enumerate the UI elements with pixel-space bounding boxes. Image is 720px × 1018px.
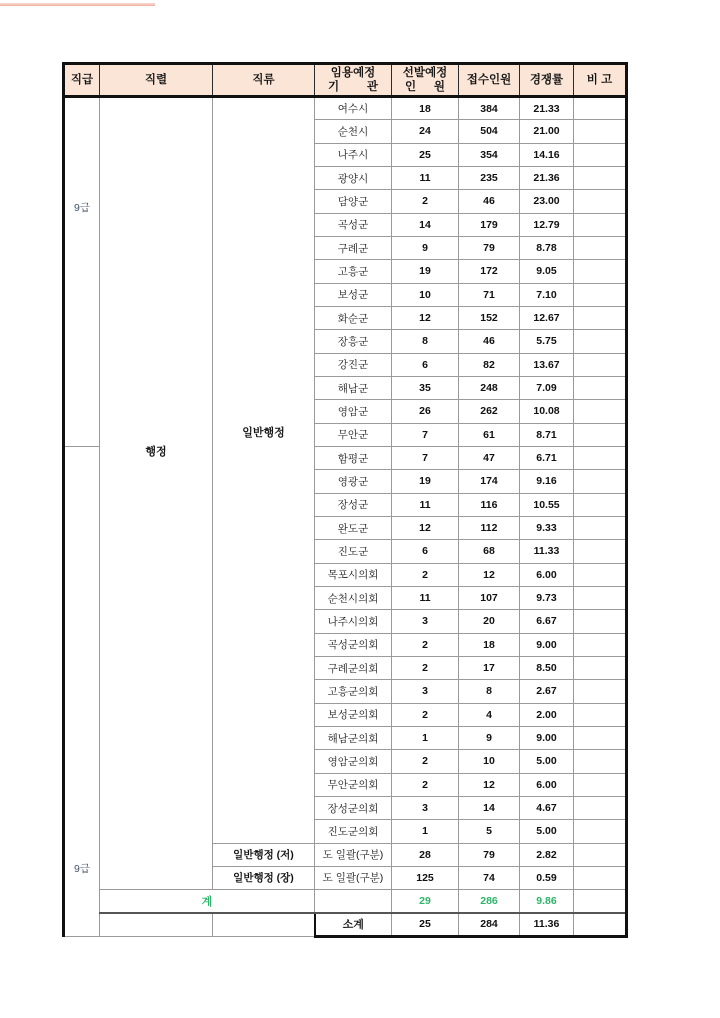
rate-cell: 9.16 [520, 470, 574, 493]
agency-cell: 화순군 [315, 306, 392, 329]
rate-cell: 9.00 [520, 726, 574, 749]
header-applicants: 접수인원 [459, 64, 520, 97]
series-cell [100, 97, 213, 890]
agency-cell: 곡성군의회 [315, 633, 392, 656]
selected-count-cell: 10 [392, 283, 459, 306]
rate-cell: 5.00 [520, 820, 574, 843]
class-empty-cell [213, 913, 315, 936]
rate-cell: 5.75 [520, 330, 574, 353]
header-rate: 경쟁률 [520, 64, 574, 97]
applicants-count-cell: 12 [459, 773, 520, 796]
rate-cell: 6.00 [520, 563, 574, 586]
remark-cell [574, 446, 627, 469]
applicants-count-cell: 79 [459, 236, 520, 259]
selected-count-cell: 2 [392, 190, 459, 213]
rate-cell: 6.00 [520, 773, 574, 796]
applicants-count-cell: 74 [459, 866, 520, 889]
applicants-count-cell: 107 [459, 586, 520, 609]
table-row [64, 97, 627, 120]
selected-count-cell: 9 [392, 236, 459, 259]
remark-cell [574, 236, 627, 259]
remark-cell [574, 120, 627, 143]
competition-rate-table [62, 62, 628, 938]
remark-cell [574, 166, 627, 189]
remark-cell [574, 843, 627, 866]
header-row [64, 64, 627, 97]
rate-cell: 14.16 [520, 143, 574, 166]
selected-count-cell: 125 [392, 866, 459, 889]
rate-cell: 2.00 [520, 703, 574, 726]
selected-count-cell: 11 [392, 586, 459, 609]
applicants-count-cell: 79 [459, 843, 520, 866]
rate-cell: 8.50 [520, 656, 574, 679]
rate-cell: 13.67 [520, 353, 574, 376]
remark-cell [574, 306, 627, 329]
agency-cell: 장성군의회 [315, 796, 392, 819]
applicants-count-cell: 286 [459, 890, 520, 913]
selected-count-cell: 6 [392, 540, 459, 563]
applicants-count-cell: 14 [459, 796, 520, 819]
applicants-count-cell: 82 [459, 353, 520, 376]
selected-count-cell: 26 [392, 400, 459, 423]
header-selected-line1: 선발예정 [402, 66, 448, 79]
agency-cell: 무안군 [315, 423, 392, 446]
subtotal-label-cell: 소계 [315, 913, 392, 936]
remark-cell [574, 190, 627, 213]
applicants-count-cell: 17 [459, 656, 520, 679]
remark-cell [574, 913, 627, 936]
remark-cell [574, 516, 627, 539]
agency-cell: 목포시의회 [315, 563, 392, 586]
rate-cell: 0.59 [520, 866, 574, 889]
rate-cell: 9.33 [520, 516, 574, 539]
selected-count-cell: 29 [392, 890, 459, 913]
applicants-count-cell: 9 [459, 726, 520, 749]
remark-cell [574, 703, 627, 726]
remark-cell [574, 470, 627, 493]
selected-count-cell: 7 [392, 446, 459, 469]
agency-cell: 해남군의회 [315, 726, 392, 749]
remark-cell [574, 586, 627, 609]
selected-count-cell: 8 [392, 330, 459, 353]
remark-cell [574, 656, 627, 679]
header-class: 직류 [213, 64, 315, 97]
applicants-count-cell: 354 [459, 143, 520, 166]
table-body [64, 97, 627, 937]
selected-count-cell: 19 [392, 260, 459, 283]
agency-cell: 보성군의회 [315, 703, 392, 726]
agency-cell: 담양군 [315, 190, 392, 213]
header-agency-line1: 임용예정 [330, 66, 376, 79]
remark-cell [574, 563, 627, 586]
rate-cell: 11.36 [520, 913, 574, 936]
grade-cell-bottom [64, 446, 100, 936]
agency-cell: 고흥군 [315, 260, 392, 283]
agency-cell: 광양시 [315, 166, 392, 189]
agency-cell: 구례군의회 [315, 656, 392, 679]
agency-cell: 여수시 [315, 97, 392, 120]
selected-count-cell: 12 [392, 306, 459, 329]
agency-cell: 나주시의회 [315, 610, 392, 633]
applicants-count-cell: 61 [459, 423, 520, 446]
remark-cell [574, 143, 627, 166]
agency-cell: 보성군 [315, 283, 392, 306]
selected-count-cell: 3 [392, 610, 459, 633]
selected-count-cell: 18 [392, 97, 459, 120]
remark-cell [574, 633, 627, 656]
grade-cell-top [64, 97, 100, 447]
rate-cell: 4.67 [520, 796, 574, 819]
rate-cell: 2.67 [520, 680, 574, 703]
rate-cell: 7.09 [520, 376, 574, 399]
remark-cell [574, 400, 627, 423]
remark-cell [574, 330, 627, 353]
applicants-count-cell: 20 [459, 610, 520, 633]
selected-count-cell: 11 [392, 166, 459, 189]
grade-label-top: 9급 [74, 202, 90, 214]
selected-count-cell: 25 [392, 913, 459, 936]
applicants-count-cell: 262 [459, 400, 520, 423]
header-remark: 비 고 [574, 64, 627, 97]
agency-cell [315, 890, 392, 913]
applicants-count-cell: 46 [459, 330, 520, 353]
rate-cell: 2.82 [520, 843, 574, 866]
applicants-count-cell: 248 [459, 376, 520, 399]
agency-cell: 고흥군의회 [315, 680, 392, 703]
remark-cell [574, 866, 627, 889]
applicants-count-cell: 18 [459, 633, 520, 656]
remark-cell [574, 680, 627, 703]
rate-cell: 8.78 [520, 236, 574, 259]
rate-cell: 11.33 [520, 540, 574, 563]
applicants-count-cell: 152 [459, 306, 520, 329]
header-agency [315, 64, 392, 97]
applicants-count-cell: 112 [459, 516, 520, 539]
header-series: 직렬 [100, 64, 213, 97]
agency-cell: 완도군 [315, 516, 392, 539]
rate-cell: 8.71 [520, 423, 574, 446]
agency-cell: 영암군의회 [315, 750, 392, 773]
table-row [64, 890, 627, 913]
remark-cell [574, 353, 627, 376]
grade-label-bottom: 9급 [74, 862, 90, 875]
applicants-count-cell: 504 [459, 120, 520, 143]
applicants-count-cell: 179 [459, 213, 520, 236]
selected-count-cell: 35 [392, 376, 459, 399]
rate-cell: 9.05 [520, 260, 574, 283]
class-label: 일반행정 [242, 427, 285, 439]
agency-cell: 곡성군 [315, 213, 392, 236]
rate-cell: 23.00 [520, 190, 574, 213]
rate-cell: 21.33 [520, 97, 574, 120]
remark-cell [574, 750, 627, 773]
applicants-count-cell: 47 [459, 446, 520, 469]
applicants-count-cell: 116 [459, 493, 520, 516]
agency-cell: 함평군 [315, 446, 392, 469]
header-selected-line2: 인 원 [405, 81, 445, 93]
agency-cell: 진도군의회 [315, 820, 392, 843]
selected-count-cell: 3 [392, 680, 459, 703]
applicants-count-cell: 172 [459, 260, 520, 283]
class-subtype-cell: 일반행정 (저) [213, 843, 315, 866]
header-agency-line2: 기 관 [328, 81, 378, 93]
rate-cell: 9.86 [520, 890, 574, 913]
rate-cell: 9.73 [520, 586, 574, 609]
applicants-count-cell: 71 [459, 283, 520, 306]
agency-cell: 강진군 [315, 353, 392, 376]
remark-cell [574, 820, 627, 843]
remark-cell [574, 260, 627, 283]
rate-cell: 7.10 [520, 283, 574, 306]
applicants-count-cell: 235 [459, 166, 520, 189]
applicants-count-cell: 384 [459, 97, 520, 120]
class-cell [213, 97, 315, 844]
remark-cell [574, 726, 627, 749]
selected-count-cell: 2 [392, 703, 459, 726]
rate-cell: 21.36 [520, 166, 574, 189]
selected-count-cell: 12 [392, 516, 459, 539]
applicants-count-cell: 174 [459, 470, 520, 493]
remark-cell [574, 773, 627, 796]
selected-count-cell: 2 [392, 633, 459, 656]
rate-cell: 12.67 [520, 306, 574, 329]
class-subtype-cell: 일반행정 (장) [213, 866, 315, 889]
selected-count-cell: 2 [392, 656, 459, 679]
applicants-count-cell: 8 [459, 680, 520, 703]
remark-cell [574, 493, 627, 516]
applicants-count-cell: 4 [459, 703, 520, 726]
agency-cell: 무안군의회 [315, 773, 392, 796]
selected-count-cell: 28 [392, 843, 459, 866]
remark-cell [574, 423, 627, 446]
agency-cell: 장성군 [315, 493, 392, 516]
agency-cell: 장흥군 [315, 330, 392, 353]
remark-cell [574, 890, 627, 913]
series-label: 행정 [145, 446, 167, 458]
agency-cell: 순천시의회 [315, 586, 392, 609]
top-accent-line [0, 3, 155, 6]
selected-count-cell: 1 [392, 726, 459, 749]
remark-cell [574, 283, 627, 306]
selected-count-cell: 7 [392, 423, 459, 446]
agency-cell: 도 일괄(구분) [315, 866, 392, 889]
selected-count-cell: 2 [392, 563, 459, 586]
agency-cell: 진도군 [315, 540, 392, 563]
agency-cell: 도 일괄(구분) [315, 843, 392, 866]
applicants-count-cell: 10 [459, 750, 520, 773]
selected-count-cell: 24 [392, 120, 459, 143]
remark-cell [574, 610, 627, 633]
table-row [64, 913, 627, 936]
agency-cell: 나주시 [315, 143, 392, 166]
rate-cell: 12.79 [520, 213, 574, 236]
applicants-count-cell: 284 [459, 913, 520, 936]
selected-count-cell: 3 [392, 796, 459, 819]
agency-cell: 영암군 [315, 400, 392, 423]
applicants-count-cell: 68 [459, 540, 520, 563]
rate-cell: 10.08 [520, 400, 574, 423]
agency-cell: 해남군 [315, 376, 392, 399]
selected-count-cell: 1 [392, 820, 459, 843]
remark-cell [574, 540, 627, 563]
rate-cell: 9.00 [520, 633, 574, 656]
remark-cell [574, 376, 627, 399]
rate-cell: 21.00 [520, 120, 574, 143]
applicants-count-cell: 12 [459, 563, 520, 586]
total-label-cell: 계 [100, 890, 315, 913]
rate-cell: 5.00 [520, 750, 574, 773]
remark-cell [574, 97, 627, 120]
selected-count-cell: 2 [392, 773, 459, 796]
header-grade: 직급 [64, 64, 100, 97]
rate-cell: 6.71 [520, 446, 574, 469]
selected-count-cell: 19 [392, 470, 459, 493]
remark-cell [574, 213, 627, 236]
applicants-count-cell: 46 [459, 190, 520, 213]
remark-cell [574, 796, 627, 819]
agency-cell: 구례군 [315, 236, 392, 259]
series-empty-cell [100, 913, 213, 936]
agency-cell: 영광군 [315, 470, 392, 493]
selected-count-cell: 25 [392, 143, 459, 166]
selected-count-cell: 11 [392, 493, 459, 516]
rate-cell: 6.67 [520, 610, 574, 633]
applicants-count-cell: 5 [459, 820, 520, 843]
selected-count-cell: 2 [392, 750, 459, 773]
selected-count-cell: 6 [392, 353, 459, 376]
selected-count-cell: 14 [392, 213, 459, 236]
rate-cell: 10.55 [520, 493, 574, 516]
header-selected [392, 64, 459, 97]
agency-cell: 순천시 [315, 120, 392, 143]
